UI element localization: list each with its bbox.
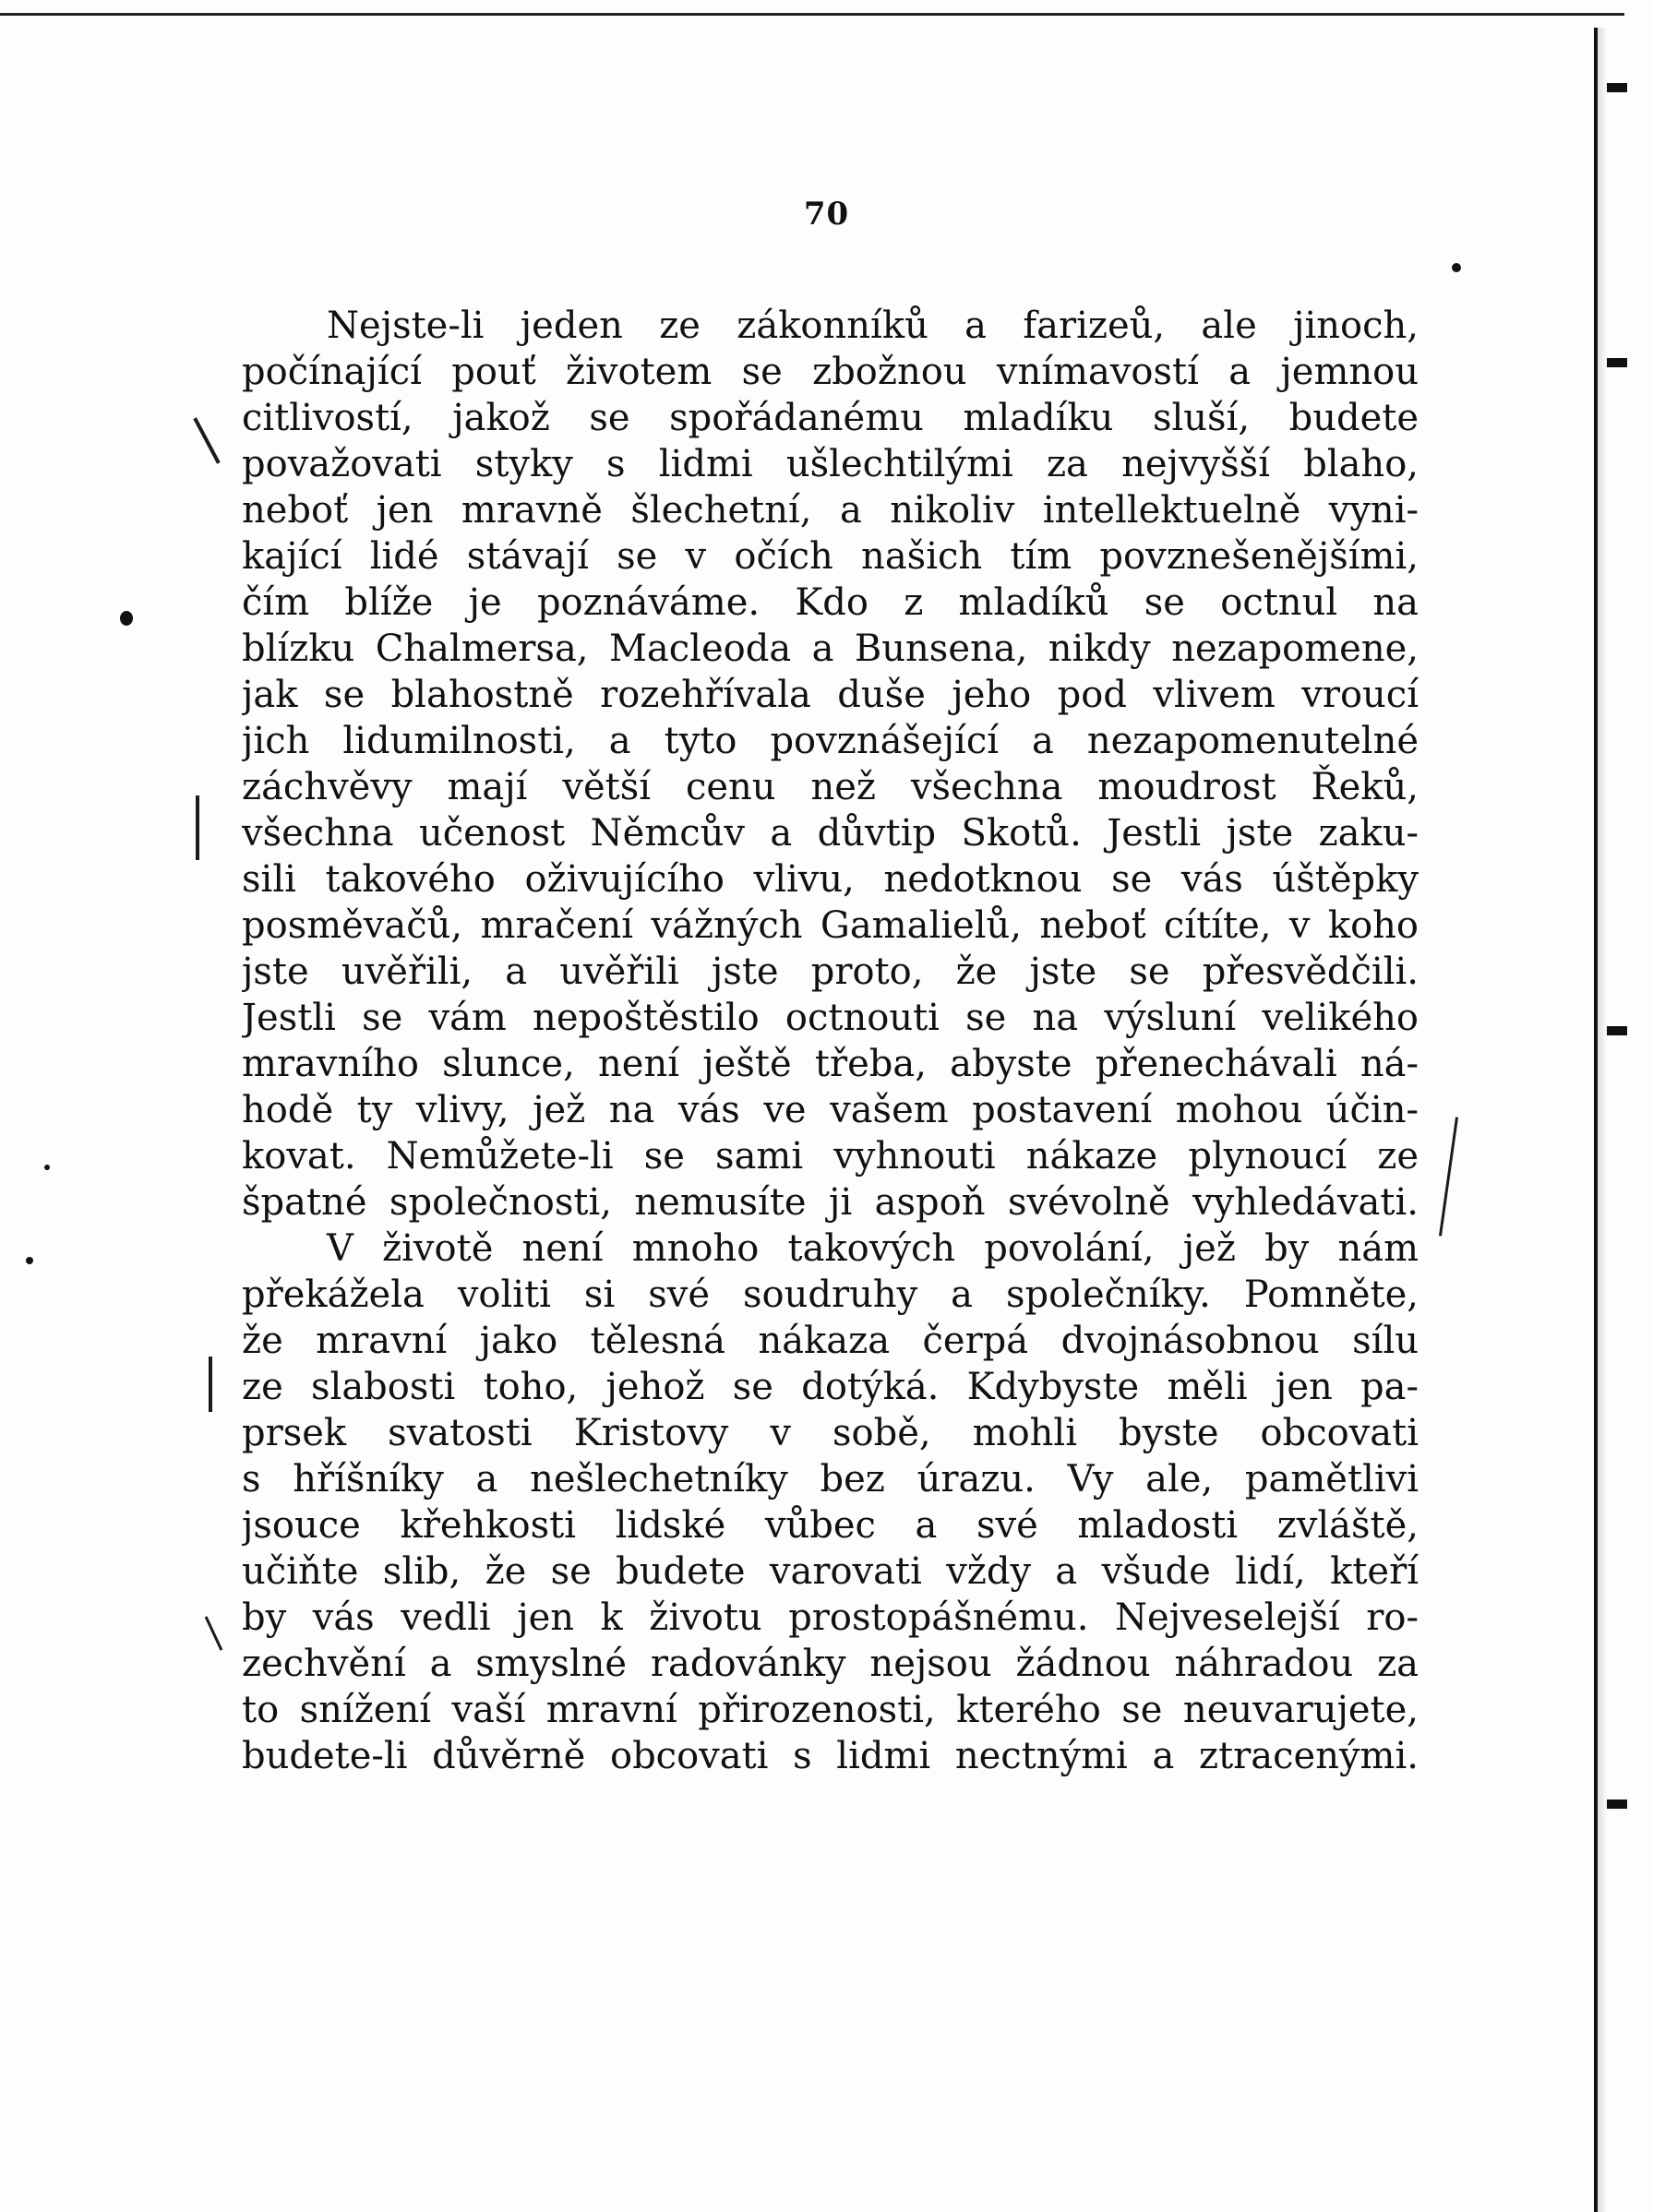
margin-pencil-mark [196,795,199,860]
edge-mark [1607,1026,1627,1035]
text-line: citlivostí, jakož se spořádanému mladíku sluší, budete [242,397,1419,439]
text-line: hodě ty vlivy, jež na vás ve vašem postavení mohou účin- [242,1089,1419,1131]
edge-mark [1607,83,1627,92]
text-line: jak se blahostně rozehřívala duše jeho pod vlivem vroucí [242,674,1419,716]
page-top-edge [0,13,1624,16]
text-line: prsek svatosti Kristovy v sobě, mohli byste obcovati [242,1412,1419,1454]
text-line: počínající pouť životem se zbožnou vnímavostí a jemnou [242,351,1419,393]
text-line: kovat. Nemůžete-li se sami vyhnouti nákaze plynoucí ze [242,1135,1419,1178]
ink-speck [1452,263,1461,272]
text-line: jich lidumilnosti, a tyto povznášející a nezapomenutelné [242,720,1419,762]
text-line: zechvění a smyslné radovánky nejsou žádnou náhradou za [242,1643,1419,1685]
page-binding-edge [1594,28,1614,2212]
page-number: 70 [803,196,850,233]
ink-speck [26,1257,33,1264]
text-line: kající lidé stávají se v očích našich tím povznešenějšími, [242,535,1419,578]
margin-pencil-mark [193,417,220,463]
margin-pencil-mark [209,1357,212,1412]
edge-mark [1607,358,1627,367]
text-line: záchvěvy mají větší cenu než všechna moudrost Řeků, [242,766,1419,808]
text-line: čím blíže je poznáváme. Kdo z mladíků se octnul na [242,581,1419,624]
margin-pencil-mark [1439,1117,1458,1236]
edge-mark [1607,1799,1627,1809]
text-line: všechna učenost Němcův a důvtip Skotů. Jestli jste zaku- [242,812,1419,855]
text-line: by vás vedli jen k životu prostopášnému. Nejveselejší ro- [242,1596,1419,1639]
text-line: učiňte slib, že se budete varovati vždy a všude lidí, kteří [242,1550,1419,1593]
text-line: sili takového oživujícího vlivu, nedotknou se vás úštěpky [242,858,1419,901]
text-line: blízku Chalmersa, Macleoda a Bunsena, nikdy nezapomene, [242,628,1419,670]
text-line: Nejste-li jeden ze zákonníků a farizeů, ale jinoch, [327,305,1419,347]
text-line: V životě není mnoho takových povolání, jež by nám [327,1227,1419,1270]
ink-speck [44,1165,50,1170]
text-line: že mravní jako tělesná nákaza čerpá dvojnásobnou sílu [242,1320,1419,1362]
text-line: to snížení vaší mravní přirozenosti, kterého se neuvarujete, [242,1689,1419,1731]
ink-speck [120,611,133,626]
text-line: špatné společnosti, nemusíte ji aspoň svévolně vyhledávati. [242,1181,1419,1224]
text-line: posměvačů, mračení vážných Gamalielů, neboť cítíte, v koho [242,904,1419,947]
body-text [242,303,1419,1779]
margin-pencil-mark [205,1616,223,1651]
text-line: jste uvěřili, a uvěřili jste proto, že jste se přesvědčili. [242,951,1419,993]
text-line: neboť jen mravně šlechetní, a nikoliv intellektuelně vyni- [242,489,1419,532]
text-line: mravního slunce, není ještě třeba, abyste přenechávali ná- [242,1043,1419,1085]
text-line: Jestli se vám nepoštěstilo octnouti se na výsluní velikého [242,997,1419,1039]
text-line: ze slabosti toho, jehož se dotýká. Kdybyste měli jen pa- [242,1366,1419,1408]
text-line: jsouce křehkosti lidské vůbec a své mladosti zvláště, [242,1504,1419,1547]
text-line: budete-li důvěrně obcovati s lidmi nectnými a ztracenými. [242,1735,1419,1777]
text-line: s hříšníky a nešlechetníky bez úrazu. Vy ale, pamětlivi [242,1458,1419,1501]
text-line: považovati styky s lidmi ušlechtilými za nejvyšší blaho, [242,443,1419,485]
text-line: překážela voliti si své soudruhy a společníky. Pomněte, [242,1273,1419,1316]
